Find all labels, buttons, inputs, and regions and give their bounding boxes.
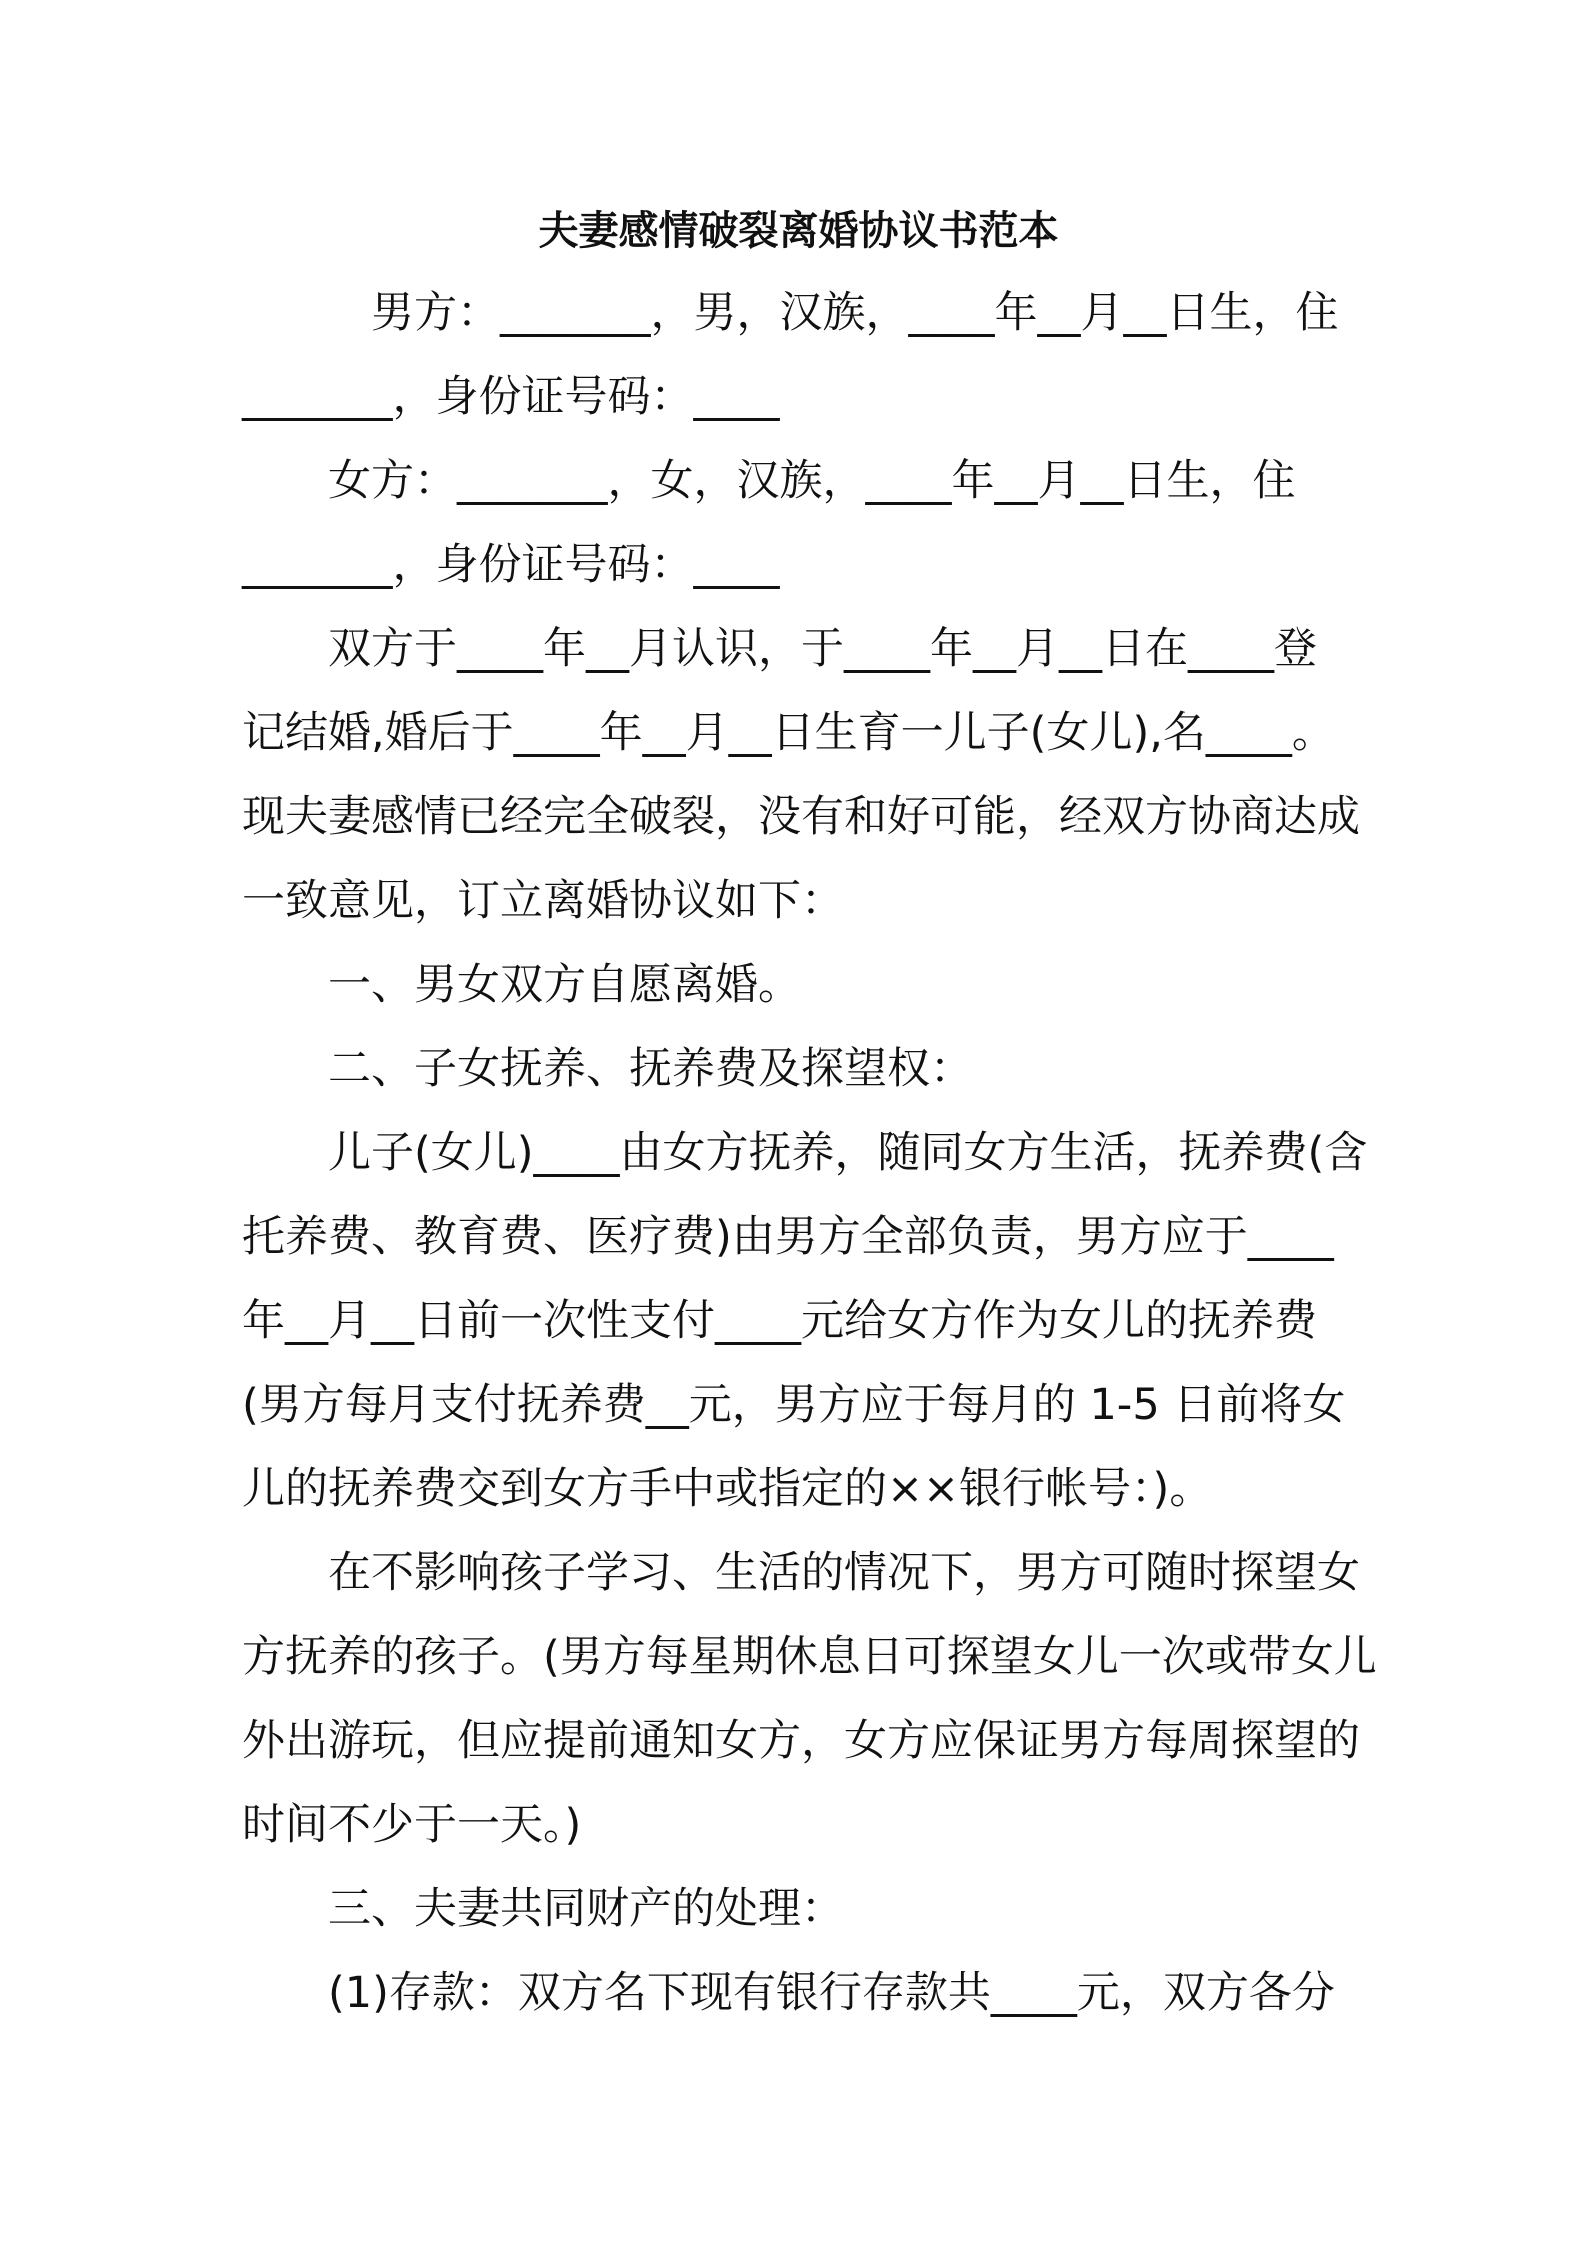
document-line: _______，身份证号码：____ <box>242 372 780 422</box>
document-line: 现夫妻感情已经完全破裂，没有和好可能，经双方协商达成 <box>242 792 1360 842</box>
document-line: _______，身份证号码：____ <box>242 540 780 590</box>
document-line: 在不影响孩子学习、生活的情况下，男方可随时探望女 <box>328 1548 1360 1598</box>
document-line: (男方每月支付抚养费__元，男方应于每月的 1-5 日前将女 <box>242 1380 1346 1430</box>
document-body <box>242 271 1382 2035</box>
document-line: 一、男女双方自愿离婚。 <box>328 960 801 1010</box>
document-line: 双方于____年__月认识，于____年__月__日在____登 <box>328 624 1317 674</box>
document-line: 儿的抚养费交到女方手中或指定的××银行帐号：)。 <box>242 1464 1213 1514</box>
clause-3-heading <box>242 1867 1382 1951</box>
document-line: 年__月__日前一次性支付____元给女方作为女儿的抚养费 <box>242 1296 1317 1346</box>
document-line: 三、夫妻共同财产的处理： <box>328 1884 844 1934</box>
document-line: 一致意见，订立离婚协议如下： <box>242 876 844 926</box>
paragraph-male-party <box>242 271 1382 439</box>
document-line: 时间不少于一天。) <box>242 1800 582 1850</box>
document-line: (1)存款：双方名下现有银行存款共____元，双方各分 <box>328 1968 1335 2018</box>
document-line: 托养费、教育费、医疗费)由男方全部负责，男方应于____ <box>242 1212 1334 1262</box>
paragraph-female-party <box>242 439 1382 607</box>
paragraph-savings <box>242 1951 1382 2035</box>
document-line: 二、子女抚养、抚养费及探望权： <box>328 1044 973 1094</box>
paragraph-child-custody <box>242 1111 1382 1531</box>
paragraph-visitation <box>242 1531 1382 1867</box>
paragraph-marriage-background <box>242 607 1382 943</box>
document-line: 外出游玩，但应提前通知女方，女方应保证男方每周探望的 <box>242 1716 1360 1766</box>
document-line: 记结婚,婚后于____年__月__日生育一儿子(女儿),名____。 <box>242 708 1335 758</box>
clause-1-heading <box>242 943 1382 1027</box>
document-line: 男方：_______，男，汉族，____年__月__日生，住 <box>371 288 1339 338</box>
document-line: 方抚养的孩子。(男方每星期休息日可探望女儿一次或带女儿 <box>242 1632 1377 1682</box>
clause-2-heading <box>242 1027 1382 1111</box>
document-line: 女方：_______，女，汉族，____年__月__日生，住 <box>328 456 1296 506</box>
document-title: 夫妻感情破裂离婚协议书范本 <box>538 208 1059 254</box>
document-line: 儿子(女儿)____由女方抚养，随同女方生活，抚养费(含 <box>328 1128 1368 1178</box>
